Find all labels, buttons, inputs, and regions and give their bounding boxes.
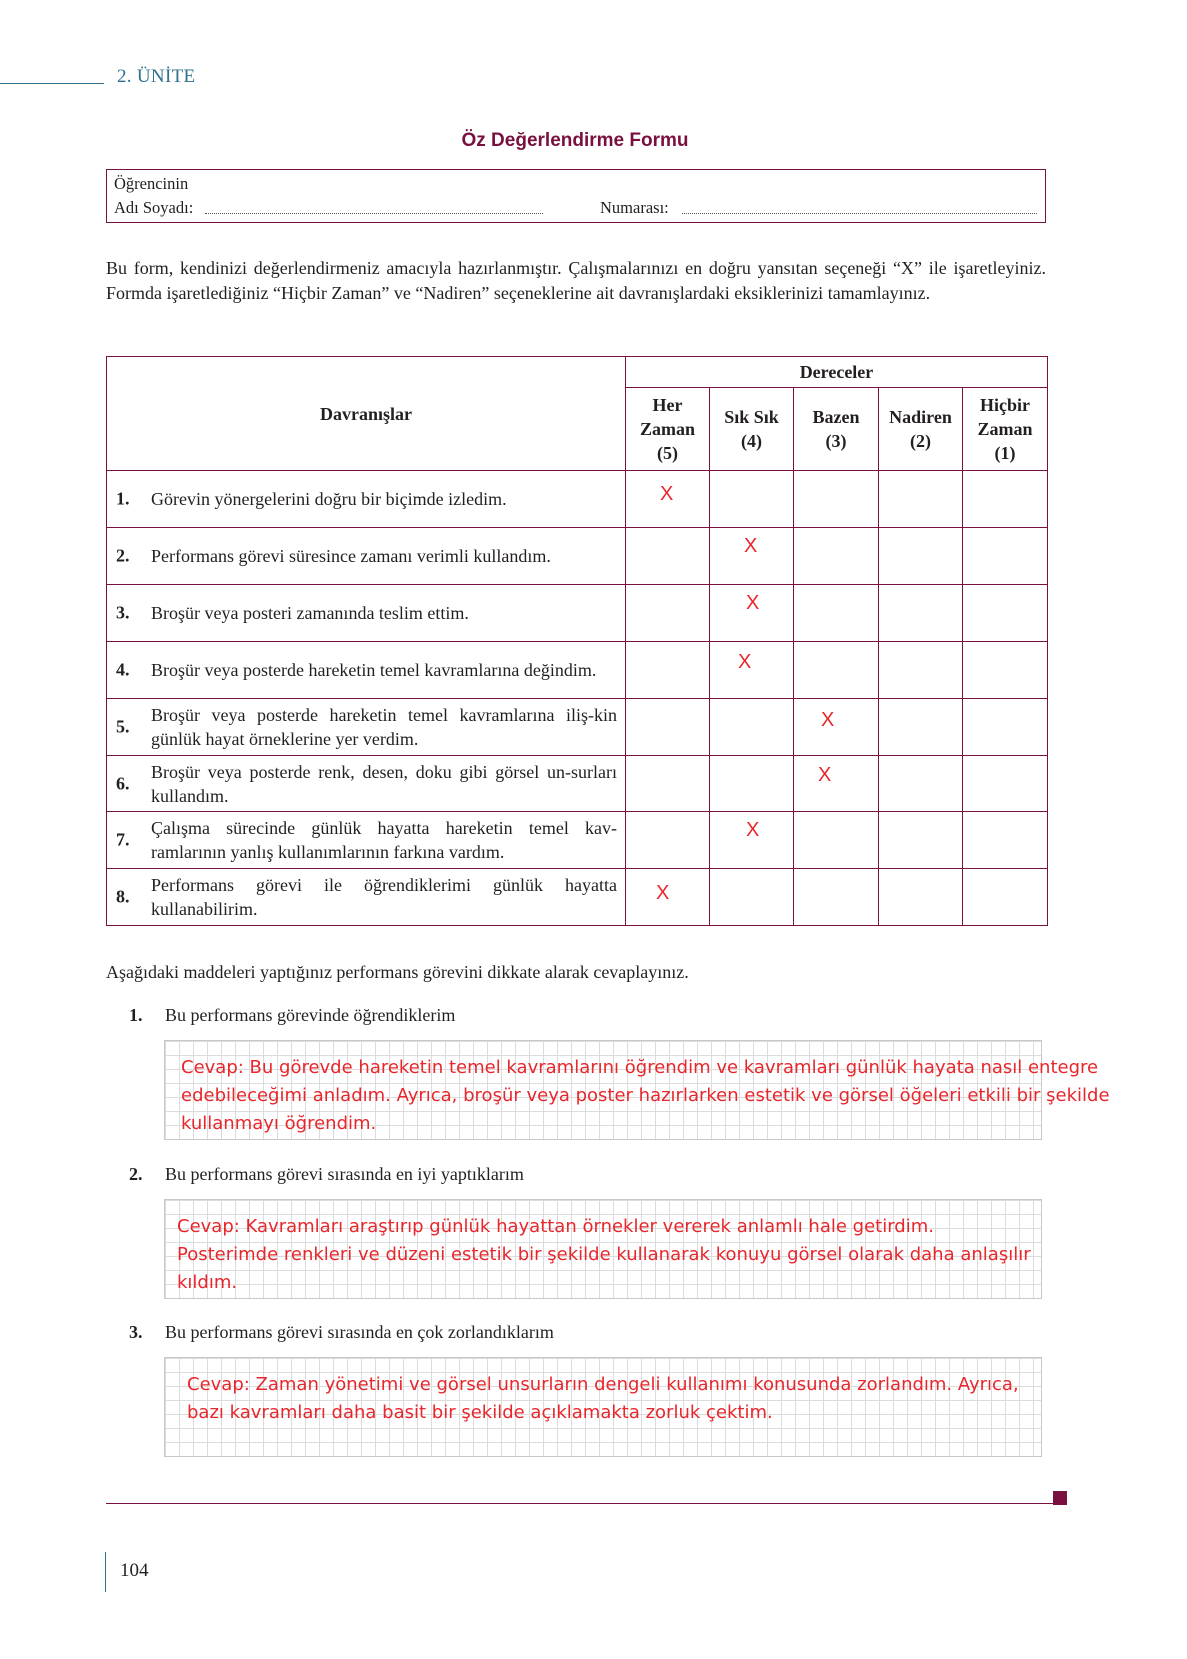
grade-cell-5[interactable] [626,699,710,756]
grade-cell-4[interactable] [710,756,794,812]
grade-cell-2[interactable] [879,812,963,869]
row-number: 4. [116,659,130,680]
grade-cell-1[interactable] [963,585,1048,642]
row-number: 1. [116,488,130,509]
col-header-line: Hiçbir [980,395,1030,415]
behavior-cell [107,756,626,812]
question-number: 1. [129,1005,143,1025]
grade-cell-2[interactable] [879,869,963,926]
self-evaluation-table [106,356,1048,926]
grade-cell-2[interactable] [879,699,963,756]
table-row [107,642,1048,699]
grade-cell-3[interactable] [794,812,879,869]
page-number: 104 [120,1560,149,1581]
row-number: 5. [116,716,130,737]
questions-intro: Aşağıdaki maddeleri yaptığınız performans görevini dikkate alarak cevaplayınız. [106,962,689,982]
grade-cell-1[interactable] [963,642,1048,699]
behavior-text: Broşür veya posterde hareketin temel kavramlarına iliş-kin günlük hayat örneklerine yer verdim. [151,705,617,749]
col-header-never [963,388,1048,471]
answer-line: edebileceğimi anladım. Ayrıca, broşür veya poster hazırlarken estetik ve görsel öğeleri etkili bir şekilde [181,1085,1110,1106]
grade-cell-3[interactable] [794,642,879,699]
footer-square-icon [1053,1491,1067,1505]
grade-cell-1[interactable] [963,471,1048,528]
answer-box-1[interactable] [164,1040,1110,1140]
x-mark: X [746,592,760,614]
behavior-cell [107,471,626,528]
grade-cell-4[interactable] [710,812,794,869]
x-mark: X [818,764,832,786]
grade-cell-4[interactable] [710,869,794,926]
grades-header: Dereceler [626,357,1048,388]
student-info-box [106,169,1046,223]
behavior-cell [107,699,626,756]
grade-cell-2[interactable] [879,756,963,812]
footer-rule [106,1503,1056,1504]
col-header-line: (2) [910,431,931,451]
form-title: Öz Değerlendirme Formu [461,130,689,151]
grade-cell-1[interactable] [963,812,1048,869]
col-header-line: Nadiren [889,407,952,427]
question-text: Bu performans görevi sırasında en çok zorlandıklarım [165,1322,554,1342]
answer-line: Cevap: Bu görevde hareketin temel kavramlarını öğrendim ve kavramları günlük hayata nasıl entegre [181,1057,1099,1078]
answer-line: kullanmayı öğrendim. [181,1113,377,1134]
behavior-cell [107,528,626,585]
col-header-line: Bazen [812,407,860,427]
number-field[interactable] [682,213,1037,214]
table-row [107,756,1048,812]
behavior-cell [107,585,626,642]
number-label: Numarası: [600,198,669,217]
answer-line: Cevap: Zaman yönetimi ve görsel unsurların dengeli kullanımı konusunda zorlandım. Ayrıca, [187,1374,1019,1395]
col-header-line: (1) [994,443,1016,463]
behavior-text: Performans görevi süresince zamanı verimli kullandım. [151,546,551,566]
behavior-cell [107,812,626,869]
behaviors-header: Davranışlar [107,357,626,471]
grade-cell-3[interactable] [794,756,879,812]
grade-cell-1[interactable] [963,869,1048,926]
answer-line: Cevap: Kavramları araştırıp günlük hayattan örnekler vererek anlamlı hale getirdim. [177,1216,934,1237]
table-row [107,585,1048,642]
col-header-line: (5) [657,443,678,463]
answer-box-2[interactable] [164,1199,1042,1299]
grade-cell-4[interactable] [710,471,794,528]
row-number: 3. [116,602,130,623]
answer-line: kıldım. [177,1272,238,1293]
behavior-text: Çalışma sürecinde günlük hayatta hareketin temel kav-ramlarının yanlış kullanımlarının farkına vardım. [151,818,617,862]
grade-cell-2[interactable] [879,528,963,585]
x-mark: X [821,709,835,731]
grade-cell-3[interactable] [794,528,879,585]
col-header-line: (3) [825,431,847,451]
page-number-bar [105,1552,106,1592]
answer-line: Posterimde renkleri ve düzeni estetik bir şekilde kullanarak konuyu görsel olarak daha anlaşılır [177,1244,1031,1265]
grade-cell-5[interactable] [626,471,710,528]
behavior-text: Broşür veya posterde renk, desen, doku gibi görsel un-surları kullandım. [151,761,617,806]
table-row [107,528,1048,585]
answer-box-3[interactable] [164,1357,1042,1457]
x-mark: X [656,882,670,904]
table-row [107,471,1048,528]
col-header-rarely [879,388,963,471]
behavior-text: Broşür veya posteri zamanında teslim ettim. [151,603,469,623]
name-label: Adı Soyadı: [114,198,194,217]
name-field[interactable] [205,213,543,214]
behavior-text: Performans görevi ile öğrendiklerimi günlük hayatta kullanabilirim. [151,875,617,919]
grade-cell-5[interactable] [626,869,710,926]
behavior-cell [107,642,626,699]
grade-cell-4[interactable] [710,642,794,699]
grade-cell-5[interactable] [626,756,710,812]
grade-cell-4[interactable] [710,585,794,642]
grade-cell-5[interactable] [626,812,710,869]
table-row [107,812,1048,869]
behavior-text: Görevin yönergelerini doğru bir biçimde izledim. [151,489,507,509]
behavior-text: Broşür veya posterde hareketin temel kavramlarına değindim. [151,660,597,680]
grade-cell-1[interactable] [963,528,1048,585]
row-number: 2. [116,545,130,566]
question-text: Bu performans görevinde öğrendiklerim [165,1005,456,1025]
grade-cell-1[interactable] [963,756,1048,812]
col-header-often [710,388,794,471]
row-number: 6. [116,773,130,793]
grade-cell-3[interactable] [794,869,879,926]
grade-cell-5[interactable] [626,642,710,699]
question-number: 2. [129,1164,143,1184]
row-number: 7. [116,829,130,850]
instructions-paragraph: Bu form, kendinizi değerlendirmeniz amacıyla hazırlanmıştır. Çalışmalarınızı en doğru yansıtan seçeneği “X” ile işaretleyiniz. Formda işaretlediğiniz “Hiçbir Zaman” ve “Nadiren” seçeneklerine ait davranışlardaki eksiklerinizi tamamlayınız. [106,258,1046,303]
grade-cell-3[interactable] [794,585,879,642]
grade-cell-2[interactable] [879,642,963,699]
table-row [107,869,1048,926]
grade-cell-2[interactable] [879,585,963,642]
grade-cell-4[interactable] [710,528,794,585]
col-header-line: Her [652,395,683,415]
answer-line: bazı kavramları daha basit bir şekilde açıklamakta zorluk çektim. [187,1402,773,1423]
behavior-cell [107,869,626,926]
col-header-sometimes [794,388,879,471]
col-header-always [626,388,710,471]
row-number: 8. [116,886,130,907]
grade-cell-5[interactable] [626,528,710,585]
table-row [107,699,1048,756]
header-rule [0,83,104,84]
x-mark: X [744,535,758,557]
col-header-line: (4) [741,431,762,451]
grade-cell-3[interactable] [794,699,879,756]
grade-cell-4[interactable] [710,699,794,756]
grade-cell-3[interactable] [794,471,879,528]
question-number: 3. [129,1322,143,1342]
col-header-line: Zaman [977,419,1033,439]
question-text: Bu performans görevi sırasında en iyi yaptıklarım [165,1164,524,1184]
student-label: Öğrencinin [114,174,189,193]
col-header-line: Zaman [639,419,695,439]
grade-cell-1[interactable] [963,699,1048,756]
grade-cell-5[interactable] [626,585,710,642]
x-mark: X [746,819,760,841]
x-mark: X [660,483,674,505]
unit-label: 2. ÜNİTE [117,66,196,87]
col-header-line: Sık Sık [724,407,779,427]
grade-cell-2[interactable] [879,471,963,528]
x-mark: X [738,651,752,673]
